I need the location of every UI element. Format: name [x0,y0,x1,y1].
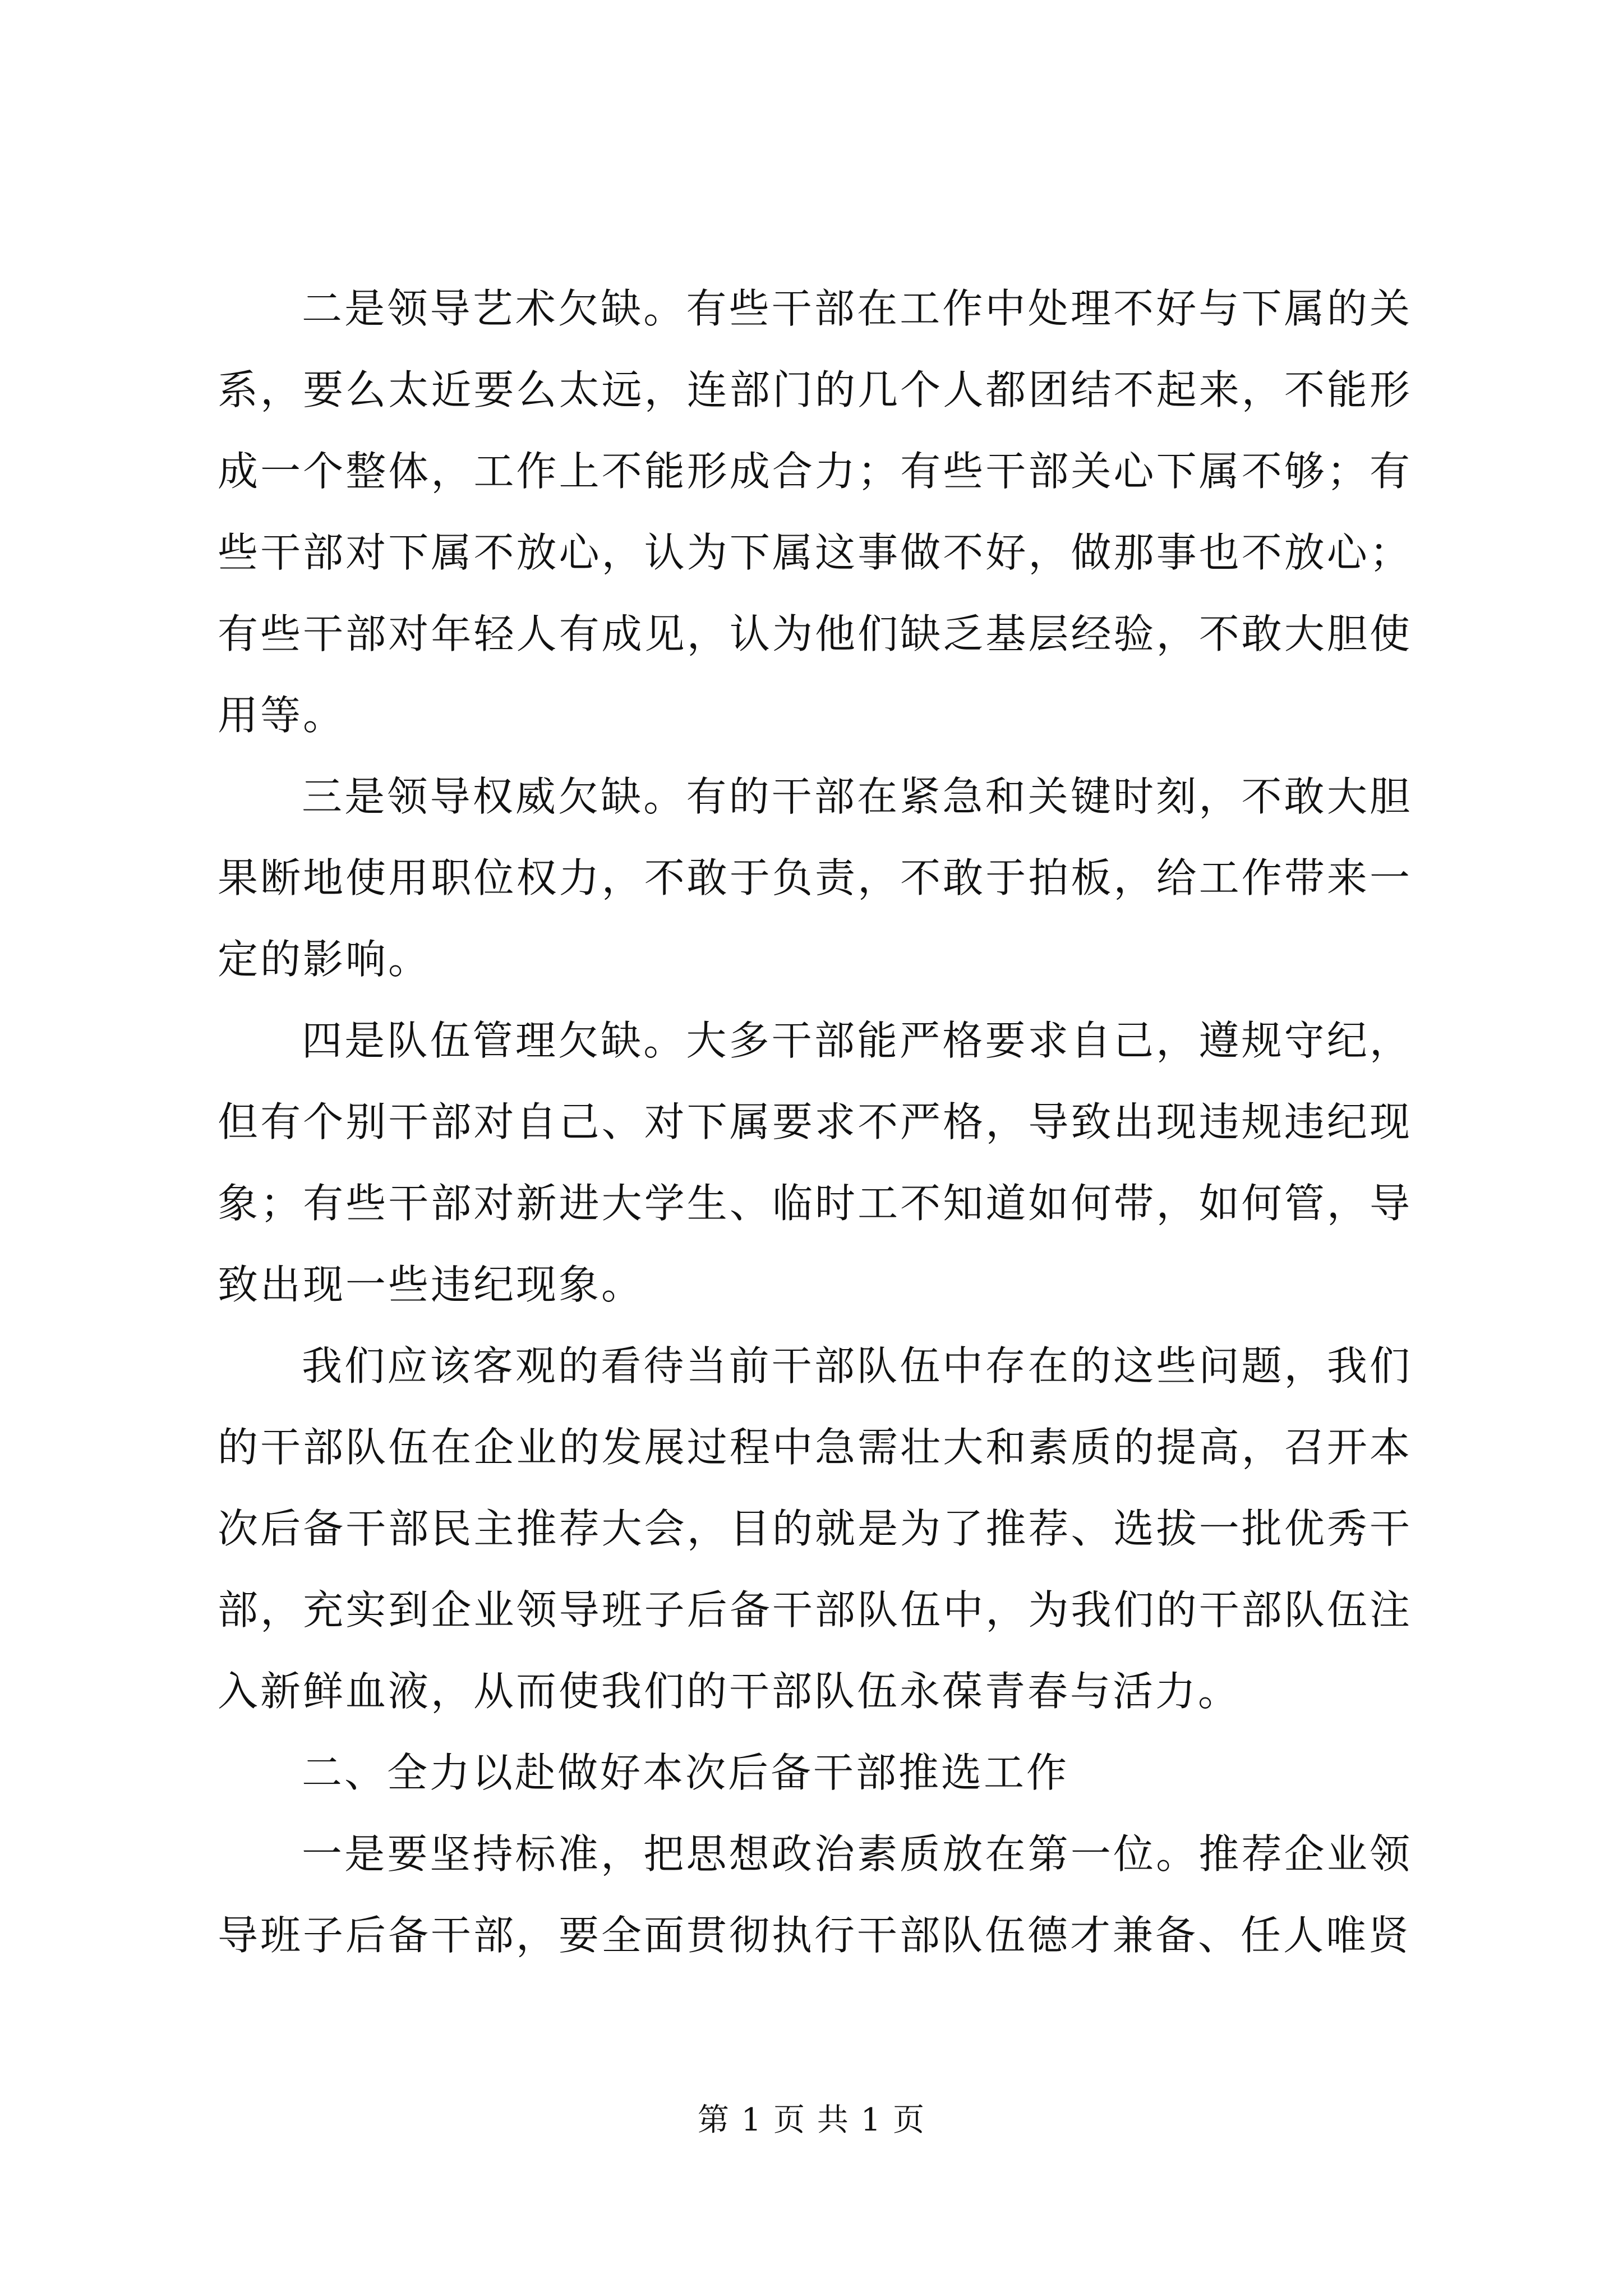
paragraph-standards: 一是要坚持标准，把思想政治素质放在第一位。推荐企业领导班子后备干部，要全面贯彻执行干部队伍德才兼备、任人唯贤 [218,1830,1412,1959]
paragraph-objective-view: 我们应该客观的看待当前干部队伍中存在的这些问题，我们的干部队伍在企业的发展过程中急需壮大和素质的提高，召开本次后备干部民主推荐大会，目的就是为了推荐、选拔一批优秀干部，充实到企业领导班子后备干部队伍中，为我们的干部队伍注入新鲜血液，从而使我们的干部队伍永葆青春与活力。 [218,1342,1412,1715]
document-body [218,268,1412,1976]
paragraph-leadership-authority: 三是领导权威欠缺。有的干部在紧急和关键时刻，不敢大胆果断地使用职位权力，不敢于负责，不敢于拍板，给工作带来一定的影响。 [218,773,1412,983]
section-heading-two: 二、全力以赴做好本次后备干部推选工作 [302,1749,1069,1796]
paragraph-team-management: 四是队伍管理欠缺。大多干部能严格要求自己，遵规守纪，但有个别干部对自己、对下属要求不严格，导致出现违规违纪现象；有些干部对新进大学生、临时工不知道如何带，如何管，导致出现一些违纪现象。 [218,1017,1412,1308]
page-footer: 第 1 页 共 1 页 [697,2102,926,2138]
paragraph-leadership-art: 二是领导艺术欠缺。有些干部在工作中处理不好与下属的关系，要么太近要么太远，连部门的几个人都团结不起来，不能形成一个整体，工作上不能形成合力；有些干部关心下属不够；有些干部对下属不放心，认为下属这事做不好，做那事也不放心；有些干部对年轻人有成见，认为他们缺乏基层经验，不敢大胆使用等。 [218,285,1412,739]
